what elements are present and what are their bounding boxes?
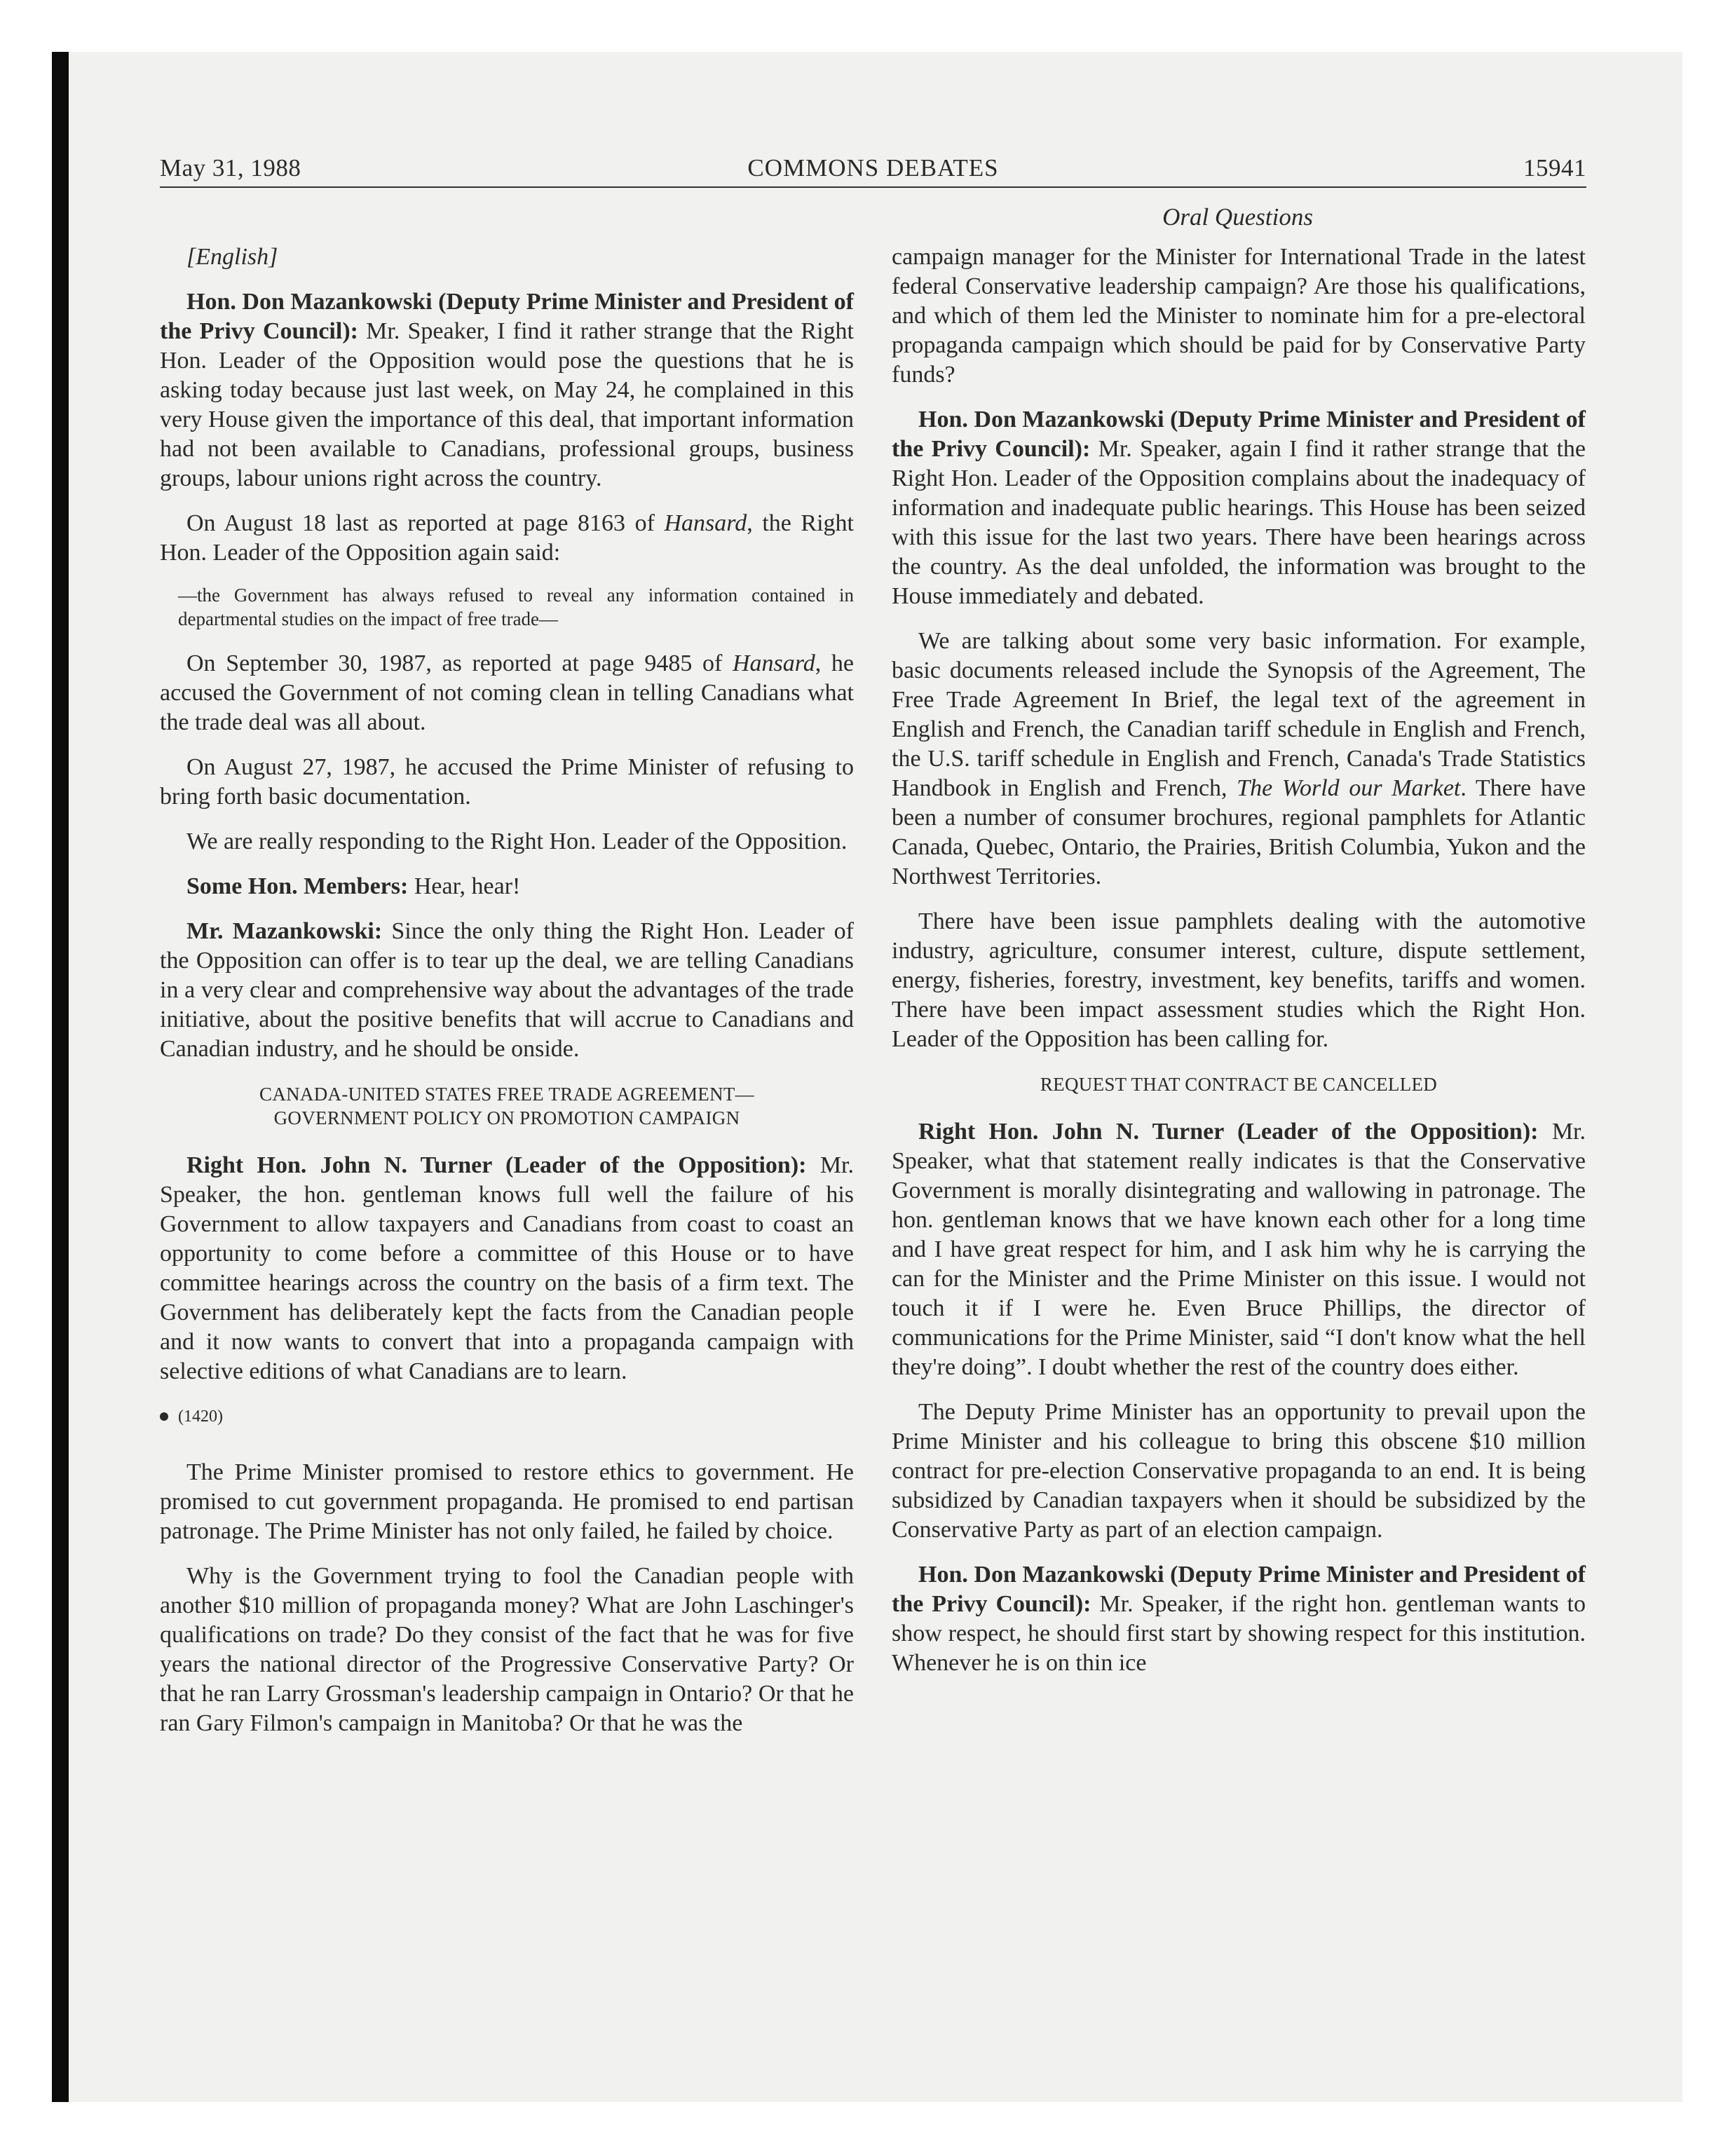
- header-publication-title: COMMONS DEBATES: [747, 154, 999, 182]
- topic-heading-line: GOVERNMENT POLICY ON PROMOTION CAMPAIGN: [273, 1107, 740, 1128]
- running-header: [160, 147, 1586, 188]
- paragraph: [892, 405, 1586, 611]
- paragraph: Why is the Government trying to fool the Canadian people with another $10 million of propaganda money? What are John Laschinger's qualifications on trade? Do they consist of the fact that he was for five years the national director of the Progressive Conservative Party? Or that he ran Larry Grossman's leadership campaign in Ontario? Or that he ran Gary Filmon's campaign in Manitoba? Or that he was the: [160, 1563, 854, 1736]
- paragraph: [892, 1560, 1586, 1678]
- paragraph: [160, 872, 854, 901]
- speech-text: On September 30, 1987, as reported at page 9485 of: [186, 650, 733, 676]
- bullet-icon: [160, 1412, 168, 1421]
- speaker-name: Mr. Mazankowski:: [186, 918, 383, 944]
- speech-text: , he accused the Government of not coming clean in telling Canadians what the trade deal was all about.: [160, 650, 854, 735]
- speaker-name: Hon. Don Mazankowski (Deputy Prime Minister and President of the Privy Council):: [160, 289, 854, 344]
- speech-text: Mr. Speaker, again I find it rather strange that the Right Hon. Leader of the Opposition complains about the inadequacy of information and inadequate public hearings. This House has been seized with this issue for the last two years. There have been hearings across the country. As the deal unfolded, the information was brought to the House immediately and debated.: [892, 436, 1586, 609]
- paragraph: [160, 1151, 854, 1386]
- speech-text: Mr. Speaker, what that statement really indicates is that the Conservative Government is morally disintegrating and wallowing in patronage. The hon. gentleman knows that we have known each other for a long time and I have great respect for him, and I ask him why he is carrying the can for the Minister and the Prime Minister on this issue. I would not touch it if I were he. Even Bruce Phillips, the director of communications for the Prime Minister, said “I don't know what the hell they're doing”. I doubt whether the rest of the country does either.: [892, 1119, 1586, 1380]
- speech-text: Mr. Speaker, if the right hon. gentleman wants to show respect, he should first start by showing respect for this institution. Whenever he is on thin ice: [892, 1591, 1586, 1676]
- speech-text: , the Right Hon. Leader of the Opposition again said:: [160, 510, 855, 566]
- paragraph: We are really responding to the Right Hon. Leader of the Opposition.: [186, 828, 848, 854]
- binding-shadow-edge: [52, 52, 69, 2102]
- header-page-number: 15941: [1523, 154, 1586, 182]
- topic-heading: [188, 1082, 826, 1130]
- paragraph: The Deputy Prime Minister has an opportunity to prevail upon the Prime Minister and his colleague to bring this obscene $10 million contract for pre-election Conservative propaganda to an end. It is being subsidized by Canadian taxpayers when it should be subsidized by the Conservative Party as part of an election campaign.: [892, 1399, 1586, 1543]
- hansard-citation: Hansard: [733, 650, 815, 676]
- publication-title: The World our Market: [1237, 775, 1461, 801]
- paragraph: [892, 1117, 1586, 1382]
- paragraph: On August 27, 1987, he accused the Prime Minister of refusing to bring forth basic documentation.: [160, 754, 854, 810]
- hansard-page: [160, 147, 1586, 1736]
- language-marker: [English]: [186, 244, 278, 270]
- speech-text: Since the only thing the Right Hon. Leader of the Opposition can offer is to tear up the deal, we are telling Canadians in a very clear and comprehensive way about the advantages of the trade initiative, about the positive benefits that will accrue to Canadians and Canadian industry, and he should be onside.: [160, 918, 854, 1062]
- hansard-citation: Hansard: [664, 510, 747, 536]
- right-column: [892, 243, 1586, 1693]
- paragraph: [892, 627, 1586, 892]
- speech-text: Mr. Speaker, I find it rather strange that the Right Hon. Leader of the Opposition would pose the questions that he is asking today because just last week, on May 24, he complained in this very House given the importance of this deal, that important information had not been available to Canadians, professional groups, business groups, labour unions right across the country.: [160, 318, 854, 491]
- speaker-name: Some Hon. Members:: [186, 873, 409, 899]
- speech-text: Mr. Speaker, the hon. gentleman knows full well the failure of his Government to allow taxpayers and Canadians from coast to coast an opportunity to come before a committee of this House or to have committee hearings across the country on the basis of a firm text. The Government has deliberately kept the facts from the Canadian people and it now wants to convert that into a propaganda campaign with selective editions of what Canadians are to learn.: [160, 1152, 854, 1384]
- speech-text: On August 18 last as reported at page 8163 of: [186, 510, 665, 536]
- paragraph: [160, 649, 854, 737]
- paragraph: [160, 287, 854, 493]
- speaker-name: Right Hon. John N. Turner (Leader of the Opposition):: [918, 1119, 1539, 1145]
- paragraph: [160, 509, 854, 568]
- block-quote: —the Government has always refused to reveal any information contained in departmental studies on the impact of free trade—: [178, 585, 854, 629]
- paragraph: [160, 917, 854, 1064]
- time-marker-text: (1420): [178, 1407, 223, 1426]
- left-column: [160, 243, 854, 1754]
- speaker-name: Hon. Don Mazankowski (Deputy Prime Minister and President of the Privy Council):: [892, 1562, 1586, 1617]
- header-date: May 31, 1988: [160, 154, 301, 182]
- paragraph: The Prime Minister promised to restore ethics to government. He promised to cut government propaganda. He promised to end partisan patronage. The Prime Minister has not only failed, he failed by choice.: [160, 1459, 854, 1544]
- topic-heading: REQUEST THAT CONTRACT BE CANCELLED: [1040, 1074, 1438, 1095]
- time-marker: [160, 1402, 854, 1431]
- paragraph: There have been issue pamphlets dealing with the automotive industry, agriculture, consumer interest, culture, dispute settlement, energy, fisheries, forestry, investment, key benefits, tariffs and women. There have been impact assessment studies which the Right Hon. Leader of the Opposition has been calling for.: [892, 908, 1586, 1052]
- section-label: Oral Questions: [1162, 203, 1313, 231]
- speaker-name: Hon. Don Mazankowski (Deputy Prime Minister and President of the Privy Council):: [892, 407, 1586, 462]
- speaker-name: Right Hon. John N. Turner (Leader of the Opposition):: [186, 1152, 807, 1178]
- speech-text: Hear, hear!: [408, 873, 521, 899]
- speech-text: . There have been a number of consumer brochures, regional pamphlets for Atlantic Canada, Quebec, Ontario, the Prairies, British Columbia, Yukon and the Northwest Territories.: [892, 775, 1586, 889]
- paragraph-continued: campaign manager for the Minister for International Trade in the latest federal Conservative leadership campaign? Are those his qualifications, and which of them led the Minister to nominate him for a pre-electoral propaganda campaign which should be paid for by Conservative Party funds?: [892, 244, 1586, 388]
- speech-text: We are talking about some very basic information. For example, basic documents released include the Synopsis of the Agreement, The Free Trade Agreement In Brief, the legal text of the agreement in English and French, the Canadian tariff schedule in English and French, the U.S. tariff schedule in English and French, Canada's Trade Statistics Handbook in English and French,: [892, 628, 1586, 801]
- topic-heading-line: CANADA-UNITED STATES FREE TRADE AGREEMENT—: [259, 1084, 754, 1105]
